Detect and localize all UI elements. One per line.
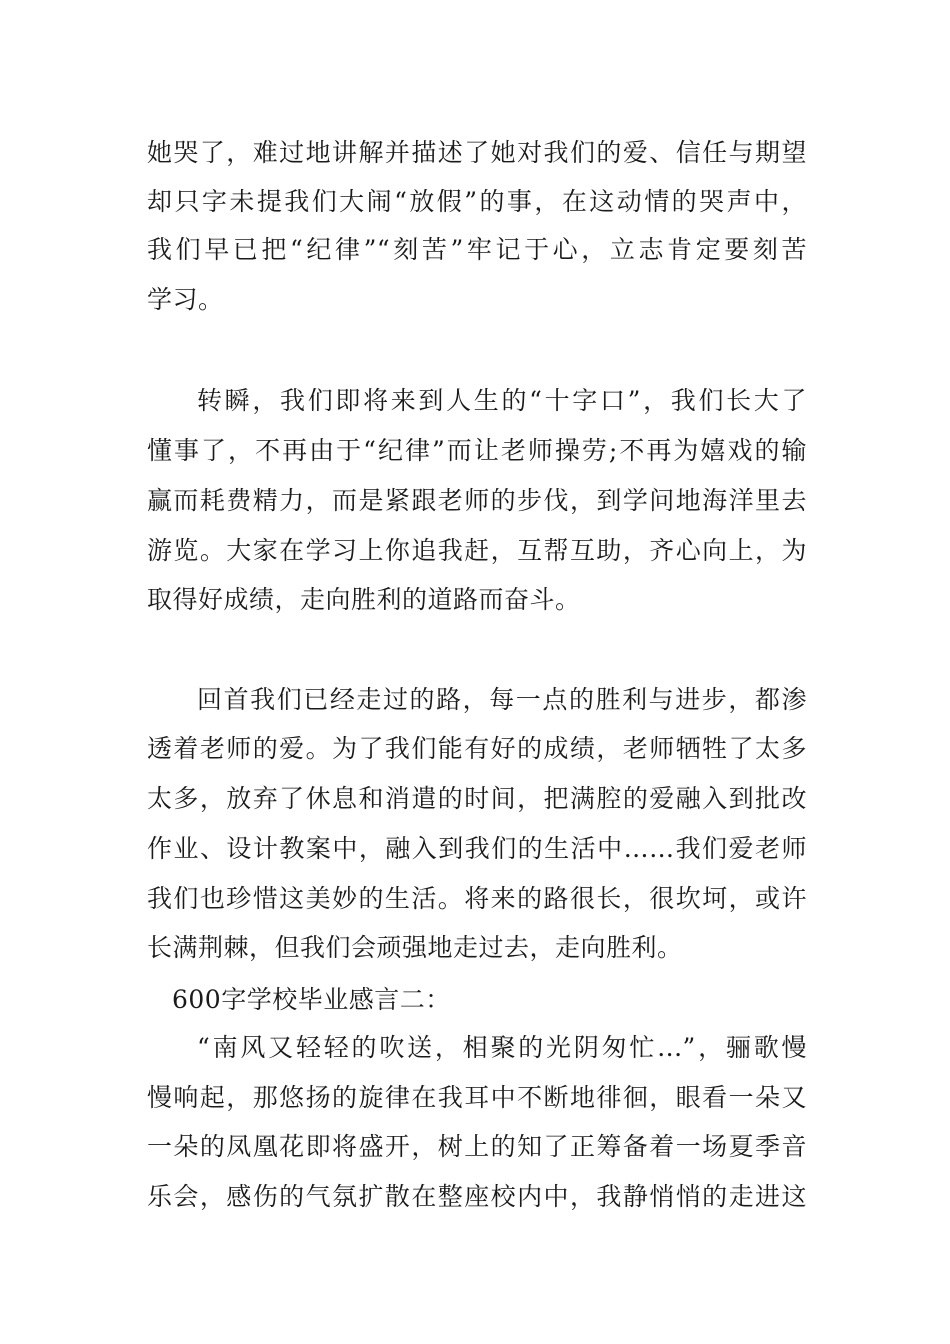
paragraph-2-line-5: 取得好成绩，走向胜利的道路而奋斗。 [147, 585, 581, 614]
section-heading: 600字学校毕业感言二： [172, 985, 451, 1014]
paragraph-3-line-5: 我们也珍惜这美妙的生活。将来的路很长，很坎坷，或许 [147, 884, 807, 913]
paragraph-4-line-4: 乐会，感伤的气氛扩散在整座校内中，我静悄悄的走进这 [147, 1182, 807, 1211]
paragraph-1-line-3: 我们早已把“纪律”“刻苦”牢记于心，立志肯定要刻苦 [147, 235, 807, 264]
paragraph-3-line-6: 长满荆棘，但我们会顽强地走过去，走向胜利。 [147, 933, 683, 962]
paragraph-1-line-4: 学习。 [147, 285, 224, 314]
paragraph-2-line-2: 懂事了，不再由于“纪律”而让老师操劳;不再为嬉戏的输 [147, 436, 807, 465]
paragraph-1-line-1: 她哭了，难过地讲解并描述了她对我们的爱、信任与期望 [147, 138, 807, 167]
paragraph-2-line-3: 赢而耗费精力，而是紧跟老师的步伐，到学问地海洋里去 [147, 486, 807, 515]
paragraph-3-line-4: 作业、设计教案中，融入到我们的生活中……我们爱老师 [147, 834, 807, 863]
paragraph-4-line-1: “南风又轻轻的吹送，相聚的光阴匆忙...”，骊歌慢 [197, 1033, 807, 1062]
paragraph-2-line-4: 游览。大家在学习上你追我赶，互帮互助，齐心向上，为 [147, 536, 807, 565]
paragraph-4-line-2: 慢响起，那悠扬的旋律在我耳中不断地徘徊，眼看一朵又 [147, 1083, 807, 1112]
paragraph-3-line-1: 回首我们已经走过的路，每一点的胜利与进步，都渗 [197, 685, 807, 714]
paragraph-4-line-3: 一朵的凤凰花即将盛开，树上的知了正筹备着一场夏季音 [147, 1132, 807, 1161]
paragraph-3-line-2: 透着老师的爱。为了我们能有好的成绩，老师牺牲了太多 [147, 734, 807, 763]
paragraph-3-line-3: 太多，放弃了休息和消遣的时间，把满腔的爱融入到批改 [147, 784, 807, 813]
paragraph-2-line-1: 转瞬，我们即将来到人生的“十字口”，我们长大了 [197, 386, 807, 415]
paragraph-1-line-2: 却只字未提我们大闹“放假”的事，在这动情的哭声中， [147, 187, 807, 216]
